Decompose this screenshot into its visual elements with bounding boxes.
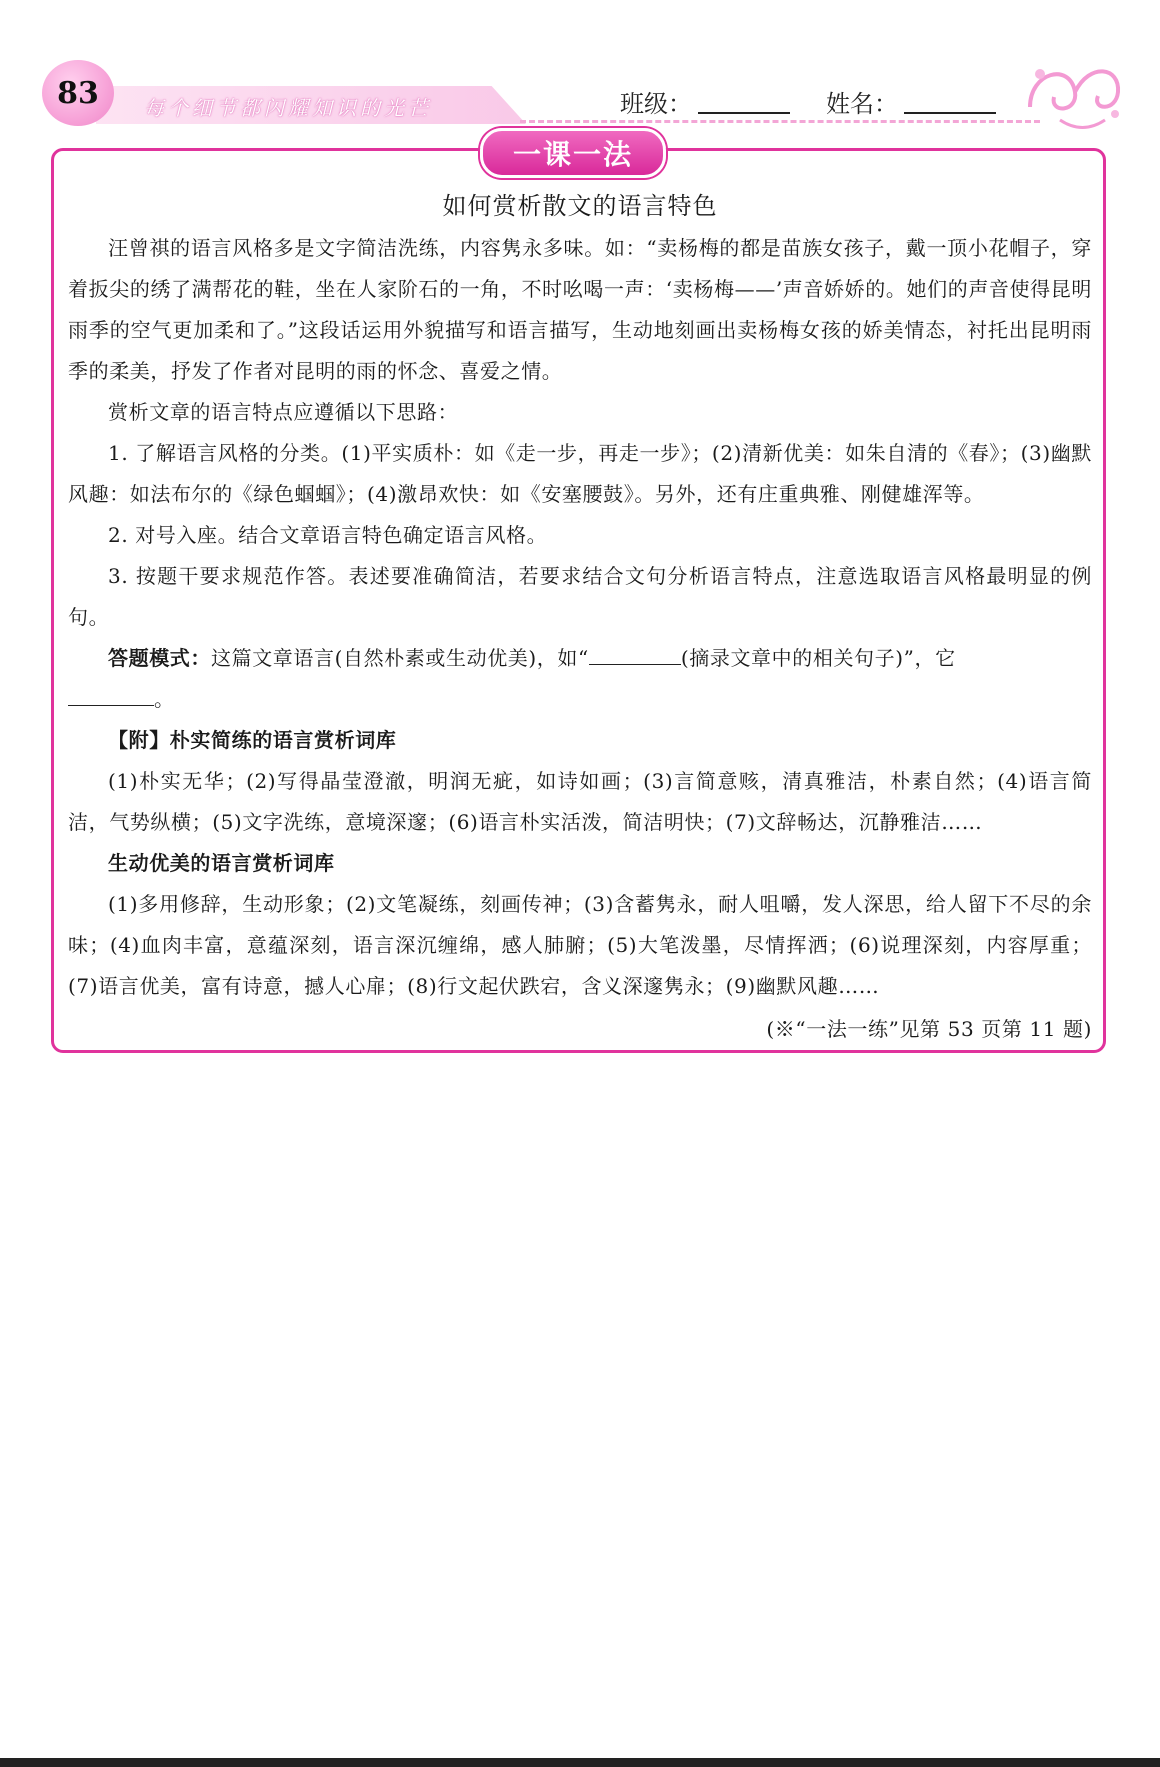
answer-pattern-label: 答题模式： bbox=[108, 646, 211, 670]
header-dashed-divider bbox=[520, 120, 1040, 123]
answer-pattern bbox=[68, 638, 1092, 679]
answer-pattern-text-b: (摘录文章中的相关句子)”，它 bbox=[680, 646, 956, 670]
exercise-reference: (※“一法一练”见第 53 页第 11 题) bbox=[766, 1017, 1092, 1041]
page-header bbox=[0, 0, 1160, 140]
appendix-heading-plain: 【附】朴实简练的语言赏析词库 bbox=[108, 728, 397, 752]
name-input-line[interactable] bbox=[904, 112, 996, 114]
paragraph-approach: 赏析文章的语言特点应遵循以下思路： bbox=[108, 400, 459, 424]
appendix-heading-vivid: 生动优美的语言赏析词库 bbox=[108, 851, 335, 875]
appendix-list-vivid: (1)多用修辞，生动形象；(2)文笔凝练，刻画传神；(3)含蓄隽永，耐人咀嚼，发人深思，给人留下不尽的余味；(4)血肉丰富，意蕴深刻，语言深沉缠绵，感人肺腑；(5)大笔泼墨，尽情挥洒；(6)说理深刻，内容厚重；(7)语言优美，富有诗意，撼人心扉；(8)行文起伏跌宕，含义深邃隽永；(9)幽默风趣…… bbox=[68, 892, 1092, 998]
answer-pattern-text-a: 这篇文章语言(自然朴素或生动优美)，如“ bbox=[211, 646, 589, 670]
method-content bbox=[68, 186, 1092, 1050]
class-label: 班级： bbox=[620, 90, 692, 118]
answer-blank-2[interactable] bbox=[68, 683, 154, 706]
header-slogan: 每个细节都闪耀知识的光芒 bbox=[144, 96, 432, 120]
class-input-line[interactable] bbox=[698, 112, 790, 114]
page-number-badge: 83 bbox=[42, 60, 114, 126]
section-tab: 一课一法 bbox=[480, 128, 666, 178]
paragraph-intro: 汪曾祺的语言风格多是文字简洁洗练，内容隽永多味。如：“卖杨梅的都是苗族女孩子，戴一顶小花帽子，穿着扳尖的绣了满帮花的鞋，坐在人家阶石的一角，不时吆喝一声：‘卖杨梅——’声音娇娇的。她们的声音使得昆明雨季的空气更加柔和了。”这段话运用外貌描写和语言描写，生动地刻画出卖杨梅女孩的娇美情态，衬托出昆明雨季的柔美，抒发了作者对昆明的雨的怀念、喜爱之情。 bbox=[68, 236, 1092, 383]
appendix-list-plain: (1)朴实无华；(2)写得晶莹澄澈，明润无疵，如诗如画；(3)言简意赅，清真雅洁，朴素自然；(4)语言简洁，气势纵横；(5)文字洗练，意境深邃；(6)语言朴实活泼，简洁明快；(7)文辞畅达，沉静雅洁…… bbox=[68, 769, 1092, 834]
answer-pattern-continued bbox=[68, 679, 1092, 720]
article-title: 如何赏析散文的语言特色 bbox=[442, 192, 718, 220]
paragraph-step-3: 3. 按题干要求规范作答。表述要准确简洁，若要求结合文句分析语言特点，注意选取语言风格最明显的例句。 bbox=[68, 564, 1092, 629]
answer-blank-1[interactable] bbox=[589, 642, 681, 665]
name-label: 姓名： bbox=[826, 90, 898, 118]
flourish-ornament-icon bbox=[1020, 52, 1130, 132]
bottom-edge-bar bbox=[0, 1758, 1160, 1767]
answer-pattern-text-c: 。 bbox=[154, 687, 175, 711]
paragraph-step-2: 2. 对号入座。结合文章语言特色确定语言风格。 bbox=[108, 523, 548, 547]
paragraph-step-1: 1. 了解语言风格的分类。(1)平实质朴：如《走一步，再走一步》；(2)清新优美：如朱自清的《春》；(3)幽默风趣：如法布尔的《绿色蝈蝈》；(4)激昂欢快：如《安塞腰鼓》。另外，还有庄重典雅、刚健雄浑等。 bbox=[68, 441, 1092, 506]
